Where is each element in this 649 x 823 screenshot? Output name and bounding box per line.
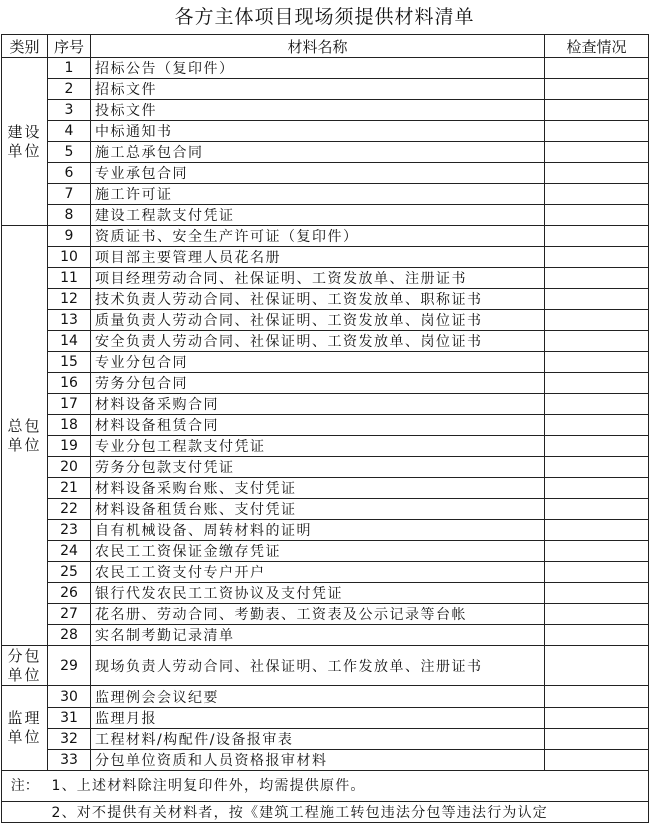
category-cell: 分包单位 [2, 646, 48, 686]
material-name: 分包单位资质和人员资格报审材料 [91, 750, 545, 771]
header-index: 序号 [48, 35, 91, 58]
table-row [2, 121, 649, 142]
table-row [2, 226, 649, 247]
material-name: 技术负责人劳动合同、社保证明、工资发放单、职称证书 [91, 289, 545, 310]
material-name: 材料设备采购台账、支付凭证 [91, 478, 545, 499]
check-cell[interactable] [545, 708, 649, 729]
row-number: 19 [48, 436, 91, 457]
material-name: 材料设备租赁合同 [91, 415, 545, 436]
material-name: 中标通知书 [91, 121, 545, 142]
row-number: 12 [48, 289, 91, 310]
table-row [2, 625, 649, 646]
check-cell[interactable] [545, 478, 649, 499]
table-row [2, 268, 649, 289]
table-row [2, 646, 649, 686]
check-cell[interactable] [545, 247, 649, 268]
table-row [2, 373, 649, 394]
row-number: 4 [48, 121, 91, 142]
row-number: 28 [48, 625, 91, 646]
note-row [2, 802, 649, 823]
row-number: 30 [48, 686, 91, 708]
check-cell[interactable] [545, 583, 649, 604]
table-row [2, 184, 649, 205]
row-number: 14 [48, 331, 91, 352]
material-name: 招标公告（复印件） [91, 58, 545, 79]
table-row [2, 142, 649, 163]
table-row [2, 520, 649, 541]
material-name: 招标文件 [91, 79, 545, 100]
row-number: 13 [48, 310, 91, 331]
note-line-2: 2、对不提供有关材料者，按《建筑工程施工转包违法分包等违法行为认定 [48, 802, 649, 823]
row-number: 16 [48, 373, 91, 394]
category-cell: 建设单位 [2, 58, 48, 226]
material-name: 现场负责人劳动合同、社保证明、工作发放单、注册证书 [91, 646, 545, 686]
row-number: 21 [48, 478, 91, 499]
table-row [2, 58, 649, 79]
row-number: 11 [48, 268, 91, 289]
header-material: 材料名称 [91, 35, 545, 58]
table-row [2, 708, 649, 729]
material-name: 工程材料/构配件/设备报审表 [91, 729, 545, 750]
check-cell[interactable] [545, 729, 649, 750]
table-row [2, 394, 649, 415]
material-name: 施工许可证 [91, 184, 545, 205]
row-number: 8 [48, 205, 91, 226]
material-name: 农民工工资支付专户开户 [91, 562, 545, 583]
table-row [2, 729, 649, 750]
table-row [2, 750, 649, 771]
check-cell[interactable] [545, 184, 649, 205]
check-cell[interactable] [545, 436, 649, 457]
table-row [2, 583, 649, 604]
check-cell[interactable] [545, 415, 649, 436]
check-cell[interactable] [545, 121, 649, 142]
check-cell[interactable] [545, 100, 649, 121]
row-number: 5 [48, 142, 91, 163]
check-cell[interactable] [545, 646, 649, 686]
material-name: 材料设备采购合同 [91, 394, 545, 415]
check-cell[interactable] [545, 79, 649, 100]
check-cell[interactable] [545, 268, 649, 289]
check-cell[interactable] [545, 562, 649, 583]
header-row [2, 35, 649, 58]
row-number: 29 [48, 646, 91, 686]
table-body [2, 58, 649, 823]
material-name: 花名册、劳动合同、考勤表、工资表及公示记录等台帐 [91, 604, 545, 625]
row-number: 24 [48, 541, 91, 562]
table-row [2, 499, 649, 520]
material-name: 专业分包合同 [91, 352, 545, 373]
material-name: 项目部主要管理人员花名册 [91, 247, 545, 268]
check-cell[interactable] [545, 310, 649, 331]
row-number: 3 [48, 100, 91, 121]
material-name: 监理例会会议纪要 [91, 686, 545, 708]
check-cell[interactable] [545, 331, 649, 352]
check-cell[interactable] [545, 394, 649, 415]
check-cell[interactable] [545, 457, 649, 478]
note-label: 注： [2, 771, 48, 802]
table-row [2, 415, 649, 436]
table-row [2, 541, 649, 562]
table-row [2, 79, 649, 100]
row-number: 22 [48, 499, 91, 520]
row-number: 6 [48, 163, 91, 184]
row-number: 20 [48, 457, 91, 478]
check-cell[interactable] [545, 226, 649, 247]
row-number: 9 [48, 226, 91, 247]
row-number: 25 [48, 562, 91, 583]
table-row [2, 686, 649, 708]
row-number: 2 [48, 79, 91, 100]
check-cell[interactable] [545, 352, 649, 373]
material-name: 资质证书、安全生产许可证（复印件） [91, 226, 545, 247]
row-number: 1 [48, 58, 91, 79]
check-cell[interactable] [545, 750, 649, 771]
table-row [2, 604, 649, 625]
material-name: 建设工程款支付凭证 [91, 205, 545, 226]
material-name: 安全负责人劳动合同、社保证明、工资发放单、岗位证书 [91, 331, 545, 352]
check-cell[interactable] [545, 499, 649, 520]
material-name: 农民工工资保证金缴存凭证 [91, 541, 545, 562]
material-name: 自有机械设备、周转材料的证明 [91, 520, 545, 541]
material-name: 投标文件 [91, 100, 545, 121]
material-name: 实名制考勤记录清单 [91, 625, 545, 646]
row-number: 32 [48, 729, 91, 750]
row-number: 26 [48, 583, 91, 604]
row-number: 31 [48, 708, 91, 729]
table-row [2, 436, 649, 457]
material-name: 质量负责人劳动合同、社保证明、工资发放单、岗位证书 [91, 310, 545, 331]
material-name: 银行代发农民工工资协议及支付凭证 [91, 583, 545, 604]
material-name: 专业承包合同 [91, 163, 545, 184]
row-number: 15 [48, 352, 91, 373]
row-number: 17 [48, 394, 91, 415]
material-name: 项目经理劳动合同、社保证明、工资发放单、注册证书 [91, 268, 545, 289]
check-cell[interactable] [545, 163, 649, 184]
check-cell[interactable] [545, 373, 649, 394]
header-category: 类别 [2, 35, 48, 58]
category-cell: 总包单位 [2, 226, 48, 646]
check-cell[interactable] [545, 58, 649, 79]
header-check: 检查情况 [545, 35, 649, 58]
row-number: 27 [48, 604, 91, 625]
note-row [2, 771, 649, 802]
table-row [2, 247, 649, 268]
check-cell[interactable] [545, 604, 649, 625]
check-cell[interactable] [545, 289, 649, 310]
check-cell[interactable] [545, 625, 649, 646]
material-name: 专业分包工程款支付凭证 [91, 436, 545, 457]
check-cell[interactable] [545, 520, 649, 541]
table-row [2, 100, 649, 121]
material-name: 劳务分包款支付凭证 [91, 457, 545, 478]
material-name: 施工总承包合同 [91, 142, 545, 163]
table-row [2, 205, 649, 226]
table-row [2, 352, 649, 373]
table-row [2, 562, 649, 583]
page-title: 各方主体项目现场须提供材料清单 [174, 6, 475, 28]
row-number: 18 [48, 415, 91, 436]
table-row [2, 331, 649, 352]
table-row [2, 457, 649, 478]
material-name: 劳务分包合同 [91, 373, 545, 394]
note-spacer [2, 802, 48, 823]
row-number: 10 [48, 247, 91, 268]
table-row [2, 163, 649, 184]
note-line-1: 1、上述材料除注明复印件外，均需提供原件。 [48, 771, 649, 802]
material-name: 监理月报 [91, 708, 545, 729]
check-cell[interactable] [545, 686, 649, 708]
row-number: 7 [48, 184, 91, 205]
row-number: 23 [48, 520, 91, 541]
category-cell: 监理单位 [2, 686, 48, 771]
row-number: 33 [48, 750, 91, 771]
materials-table [1, 34, 649, 823]
material-name: 材料设备租赁台账、支付凭证 [91, 499, 545, 520]
table-row [2, 289, 649, 310]
table-row [2, 478, 649, 499]
check-cell[interactable] [545, 142, 649, 163]
table-row [2, 310, 649, 331]
check-cell[interactable] [545, 205, 649, 226]
check-cell[interactable] [545, 541, 649, 562]
